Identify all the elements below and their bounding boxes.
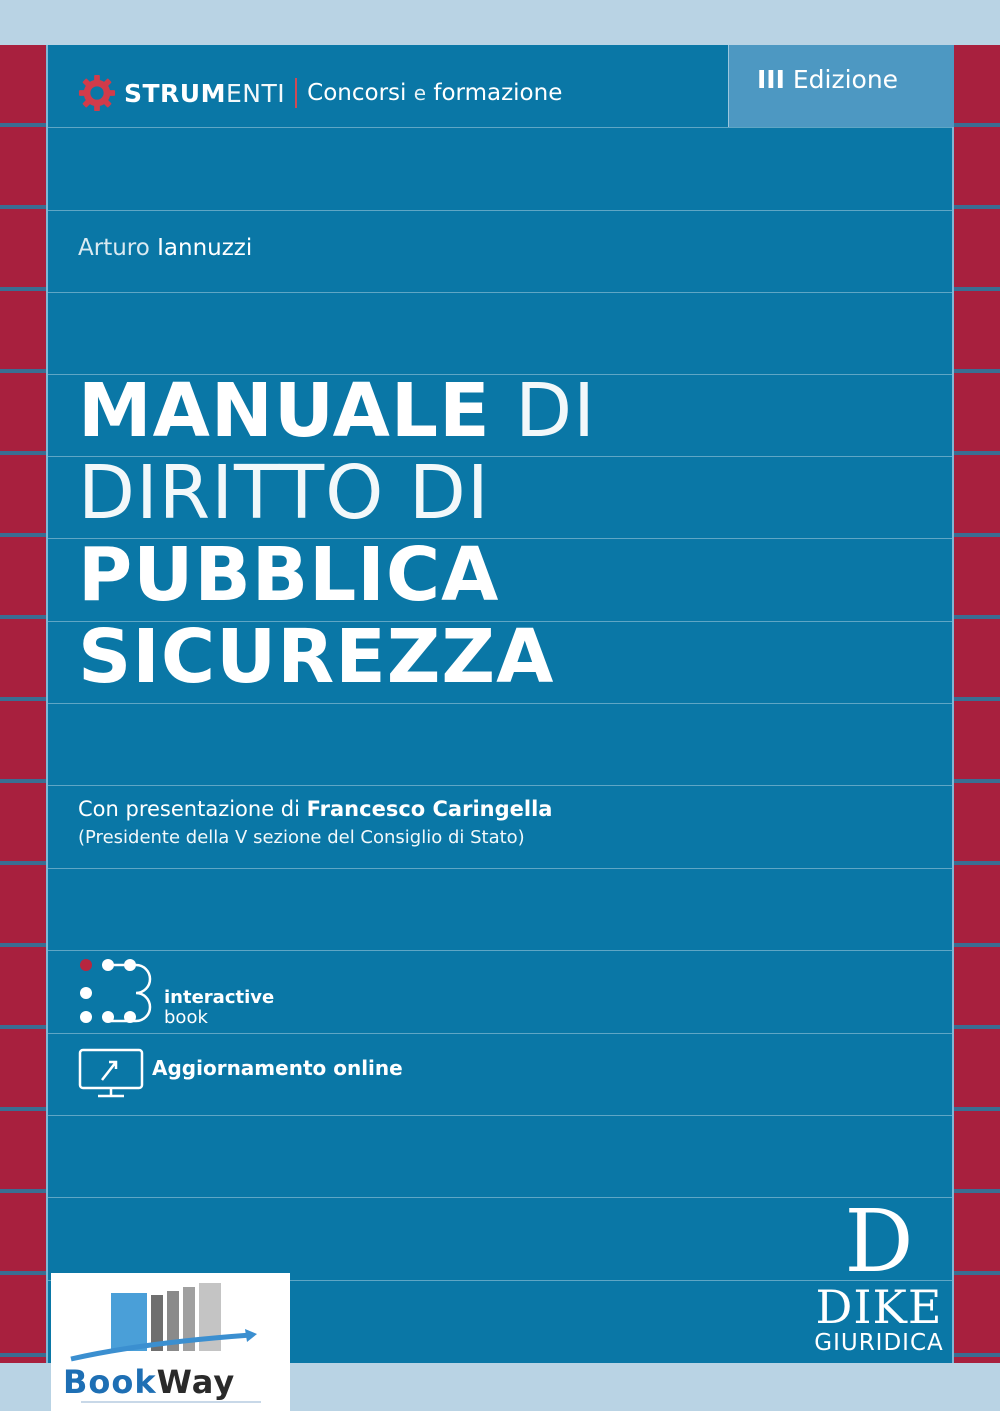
- rule-line: [48, 292, 952, 293]
- rule-line: [48, 703, 952, 704]
- edition-text: [757, 65, 898, 94]
- subtitle-word: formazione: [433, 80, 563, 106]
- brand-name-light: ENTI: [226, 78, 286, 108]
- series-header: [48, 45, 728, 127]
- rule-line: [48, 868, 952, 869]
- publisher-initial: D: [844, 1192, 914, 1292]
- interactive-book-badge: [78, 957, 298, 1029]
- rule-line: [48, 950, 952, 951]
- edition-label: Edizione: [792, 65, 899, 94]
- title-line-1: [78, 370, 596, 452]
- header-rule: [48, 127, 952, 128]
- bookway-watermark: [51, 1273, 290, 1411]
- edition-badge: [728, 45, 954, 127]
- left-edge-stripes: [0, 45, 46, 1363]
- book-cover: [46, 45, 954, 1363]
- book-label: book: [164, 1007, 208, 1028]
- book-title: [78, 370, 596, 698]
- title-word: DIRITTO DI: [78, 450, 490, 536]
- rule-line: [48, 1197, 952, 1198]
- author-first-name: Arturo: [78, 235, 150, 261]
- watermark-word: Book: [63, 1363, 157, 1401]
- author-name: [78, 235, 252, 261]
- series-subtitle: [307, 80, 562, 106]
- brand-divider: [295, 78, 297, 108]
- subtitle-conjunction: e: [413, 81, 427, 105]
- series-brand: [78, 73, 562, 113]
- title-word: DI: [515, 368, 596, 454]
- presentation-prefix: Con presentazione di: [78, 797, 300, 821]
- subtitle-word: Concorsi: [307, 80, 407, 106]
- online-update-label: Aggiornamento online: [152, 1056, 403, 1080]
- rule-line: [48, 785, 952, 786]
- presenter-role: (Presidente della V sezione del Consiglio di Stato): [78, 827, 525, 848]
- presentation-line: [78, 797, 552, 821]
- publisher-subtitle: GIURIDICA: [814, 1330, 944, 1356]
- right-edge-stripes: [954, 45, 1000, 1363]
- watermark-underline: [81, 1401, 261, 1403]
- bookway-logo: [51, 1273, 290, 1368]
- title-word: MANUALE: [78, 368, 491, 454]
- brand-name-strong: STRUM: [124, 78, 226, 108]
- title-line-3: PUBBLICA: [78, 532, 500, 618]
- watermark-word: Way: [156, 1363, 236, 1401]
- interactive-dots-icon: [78, 957, 160, 1029]
- author-last-name: Iannuzzi: [157, 235, 253, 261]
- publisher-name: DIKE: [815, 1280, 943, 1334]
- interactive-label: interactive: [164, 987, 275, 1008]
- monitor-update-icon: [78, 1048, 144, 1102]
- title-line-4: SICUREZZA: [78, 614, 555, 700]
- presenter-name: Francesco Caringella: [306, 797, 553, 821]
- presentation-credit: [78, 797, 552, 848]
- online-update-badge: [78, 1047, 403, 1103]
- edition-number: III: [757, 65, 785, 94]
- title-line-2: [78, 452, 596, 534]
- watermark-text: [63, 1363, 235, 1401]
- rule-line: [48, 1033, 952, 1034]
- rule-line: [48, 210, 952, 211]
- gear-icon: [78, 74, 116, 112]
- publisher-logo: [804, 1192, 954, 1356]
- rule-line: [48, 1115, 952, 1116]
